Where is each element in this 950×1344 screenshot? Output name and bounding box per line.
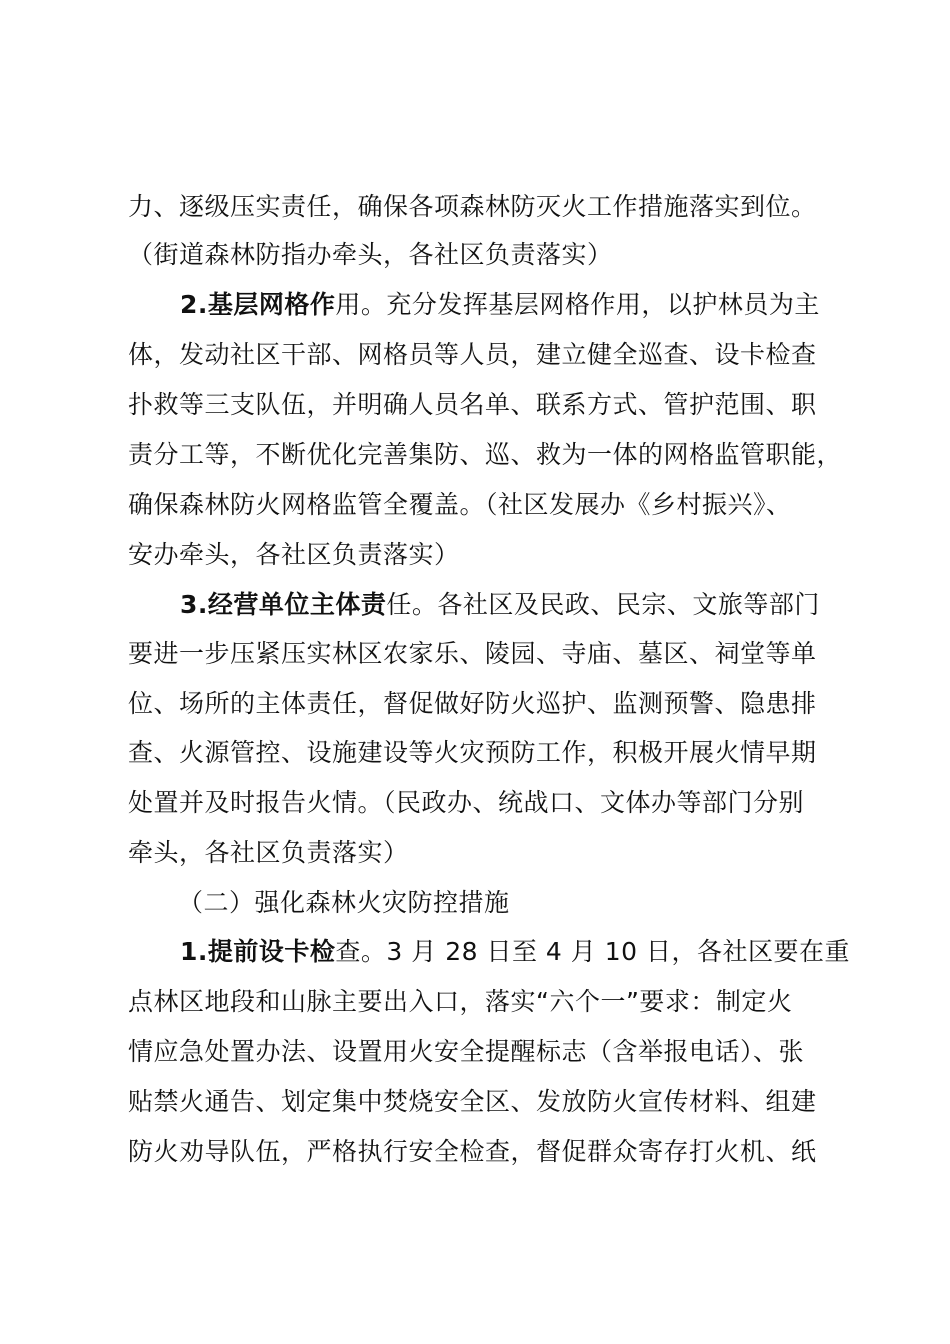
- text-line: 情应急处置办法、设置用火安全提醒标志（含举报电话）、张: [128, 1037, 805, 1066]
- paragraph-heading: 2.基层网格作: [180, 290, 336, 319]
- text-line: 贴禁火通告、划定集中焚烧安全区、发放防火宣传材料、组建: [128, 1087, 817, 1116]
- text-line: 确保森林防火网格监管全覆盖。（社区发展办《乡村振兴》、: [128, 490, 792, 519]
- text-line: 处置并及时报告火情。（民政办、统战口、文体办等部门分别: [128, 788, 805, 817]
- text-line: 力、逐级压实责任，确保各项森林防灭火工作措施落实到位。: [128, 192, 817, 221]
- text-line: 位、场所的主体责任，督促做好防火巡护、监测预警、隐患排: [128, 689, 817, 718]
- text-line: （街道森林防指办牵头，各社区负责落实）: [128, 240, 613, 269]
- text-line: 防火劝导队伍，严格执行安全检查，督促群众寄存打火机、纸: [128, 1137, 817, 1166]
- text-line: 体，发动社区干部、网格员等人员，建立健全巡查、设卡检查: [128, 340, 817, 369]
- text-line: 牵头，各社区负责落实）: [128, 838, 409, 867]
- text-line: 扑救等三支队伍，并明确人员名单、联系方式、管护范围、职: [128, 390, 817, 419]
- section-title: （二）强化森林火灾防控措施: [178, 888, 510, 917]
- paragraph-first-line: [180, 590, 838, 620]
- paragraph-text: 用。充分发挥基层网格作用，以护林员为主: [335, 290, 820, 319]
- paragraph-heading: 3.经营单位主体责: [180, 590, 387, 619]
- paragraph-text: 查。3 月 28 日至 4 月 10 日，各社区要在重: [335, 937, 850, 966]
- paragraph-heading: 1.提前设卡检: [180, 937, 336, 966]
- paragraph-text: 任。各社区及民政、民宗、文旅等部门: [386, 590, 820, 619]
- text-line: 查、火源管控、设施建设等火灾预防工作，积极开展火情早期: [128, 738, 817, 767]
- text-line: 责分工等，不断优化完善集防、巡、救为一体的网格监管职能，: [128, 440, 843, 469]
- paragraph-first-line: [180, 290, 838, 320]
- text-line: 点林区地段和山脉主要出入口，落实“六个一”要求：制定火: [128, 987, 793, 1016]
- paragraph-first-line: [180, 937, 850, 967]
- text-line: 安办牵头，各社区负责落实）: [128, 540, 460, 569]
- text-line: 要进一步压紧压实林区农家乐、陵园、寺庙、墓区、祠堂等单: [128, 639, 817, 668]
